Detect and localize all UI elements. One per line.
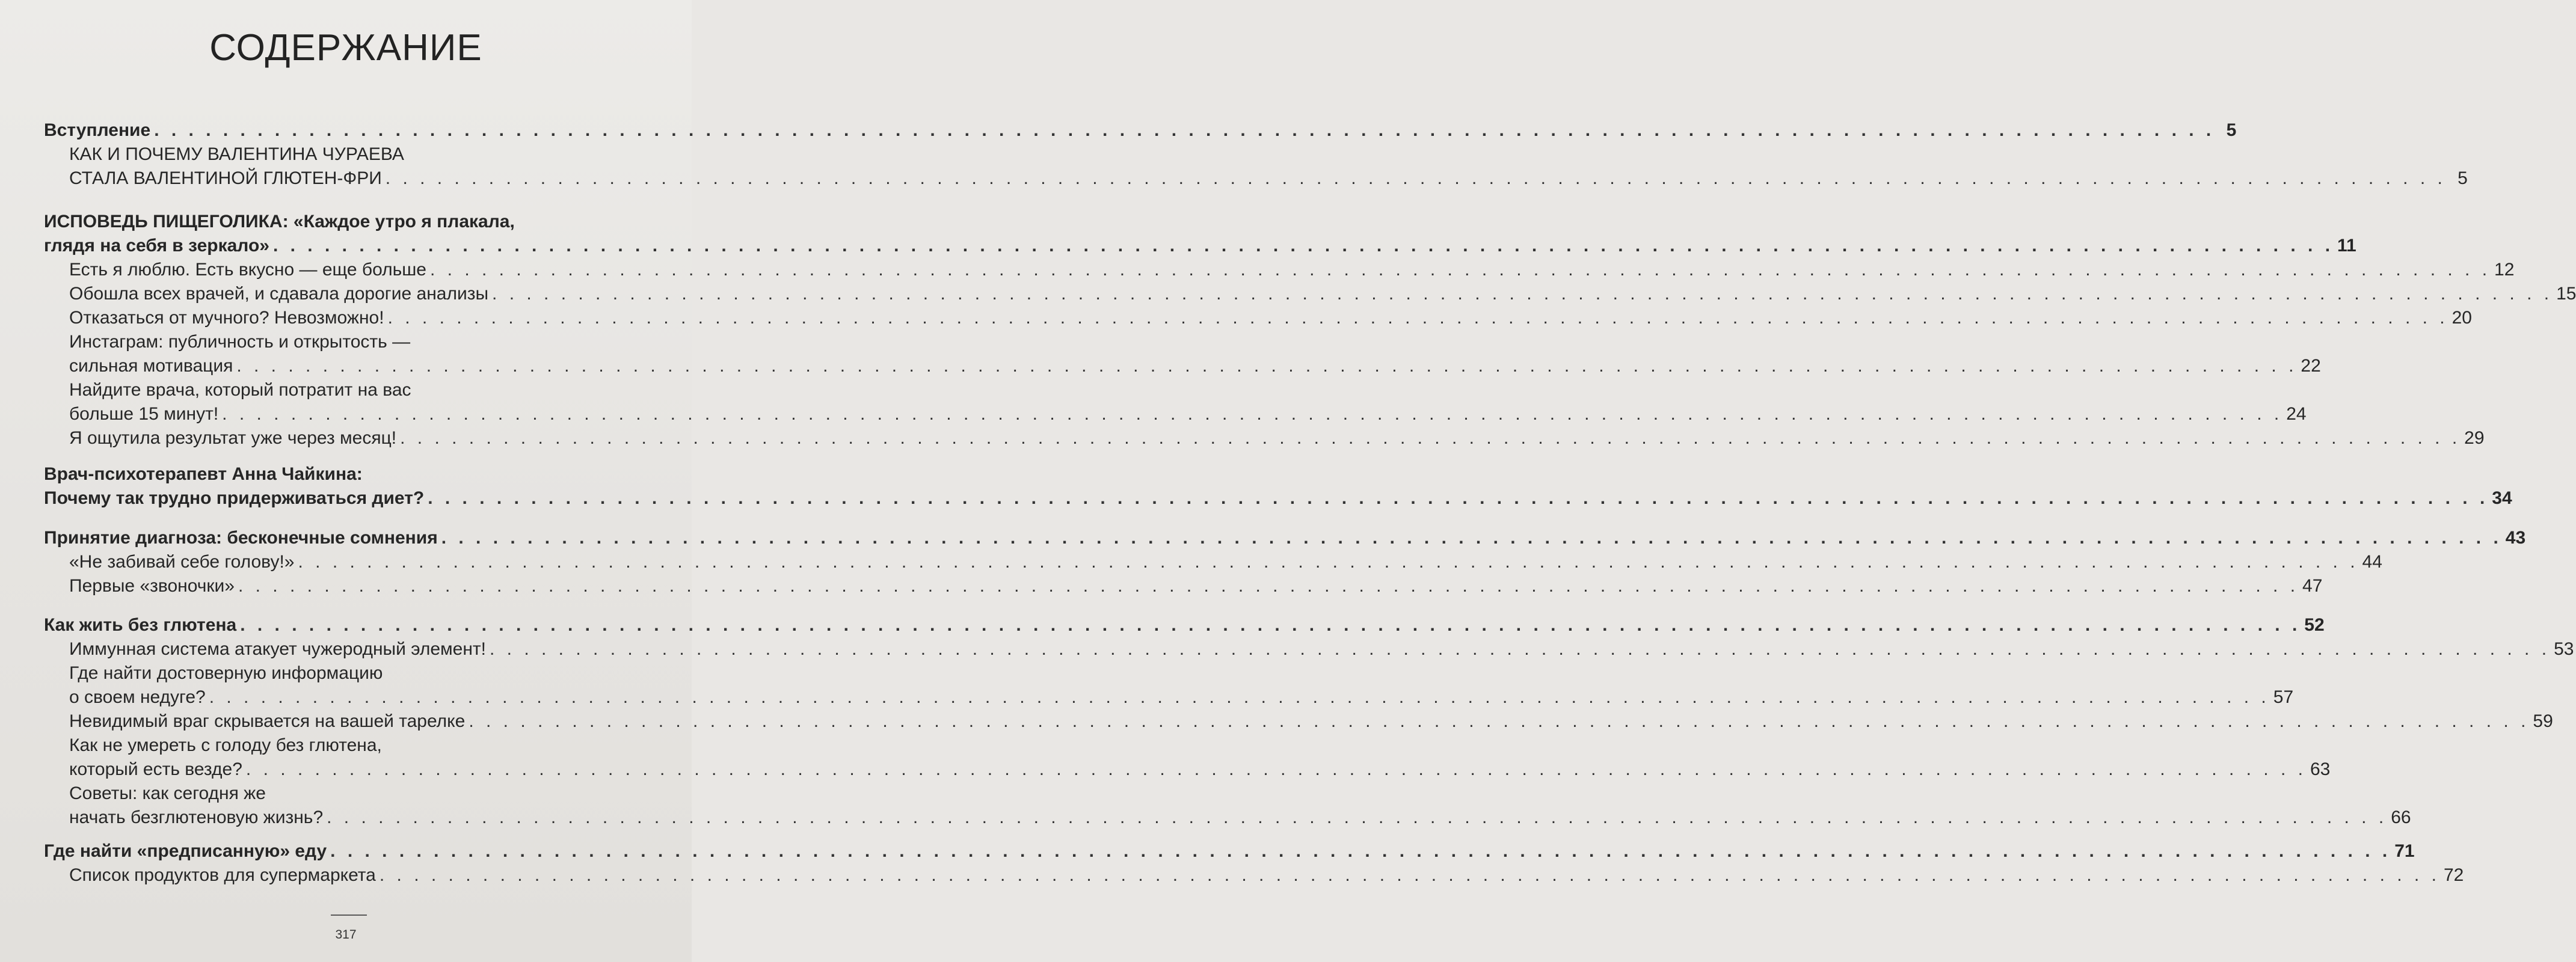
toc-entry-row xyxy=(44,486,2512,510)
page-title: СОДЕРЖАНИЕ xyxy=(209,27,482,69)
dot-leader: . . . . . . . . . . . . . . . . . . . . . . . . . . . . . . . . . . . . . . . . . . . . . . . . . . . . . . . . . . . . . . . . . . . . . . . . . . . . . . . . . . . . . . . . . . . . . . . . . . . . . . . . . . . . . . . . . . . . . . . . xyxy=(379,865,2440,885)
toc-page-number: 20 xyxy=(2452,308,2472,328)
toc-section xyxy=(69,782,2411,830)
toc-section xyxy=(69,734,2331,782)
toc-entry-row xyxy=(69,550,2382,574)
toc-page-number: 11 xyxy=(2337,236,2356,256)
toc-page-number: 15 xyxy=(2556,284,2576,304)
toc-entry-title: Я ощутила результат уже через месяц! xyxy=(69,428,397,448)
toc-entry-title: Отказаться от мучного? Невозможно! xyxy=(69,308,384,328)
toc-entry-row xyxy=(69,574,2323,598)
toc-page-number: 43 xyxy=(2505,528,2526,548)
toc-chapter xyxy=(44,839,2415,863)
toc-chapter xyxy=(44,613,2325,637)
toc-entry-row xyxy=(69,258,2515,282)
toc-section xyxy=(69,282,2576,306)
toc-section xyxy=(69,142,2468,191)
dot-leader: . . . . . . . . . . . . . . . . . . . . . . . . . . . . . . . . . . . . . . . . . . . . . . . . . . . . . . . . . . . . . . . . . . . . . . . . . . . . . . . . . . . . . . . . . . . . . . . . . . . . . . . . . . . . . . . . . . . . . . . . xyxy=(327,807,2388,827)
toc-section xyxy=(69,709,2553,734)
toc-entry-row xyxy=(69,709,2553,734)
toc-entry-row xyxy=(69,637,2574,661)
toc-entry-title: «Не забивай себе голову!» xyxy=(69,552,295,572)
toc-entry-title: Есть я люблю. Есть вкусно — еще больше xyxy=(69,260,426,280)
dot-leader: . . . . . . . . . . . . . . . . . . . . . . . . . . . . . . . . . . . . . . . . . . . . . . . . . . . . . . . . . . . . . . . . . . . . . . . . . . . . . . . . . . . . . . . . . . . . . . . . . . . . . . . . . . . . . . . . . . . . . . . . xyxy=(330,841,2391,861)
toc-entry-title: Обошла всех врачей, и сдавала дорогие анализы xyxy=(69,284,489,304)
dot-leader: . . . . . . . . . . . . . . . . . . . . . . . . . . . . . . . . . . . . . . . . . . . . . . . . . . . . . . . . . . . . . . . . . . . . . . . . . . . . . . . . . . . . . . . . . . . . . . . . . . . . . . . . . . . . . . . . . . . . . . . . xyxy=(240,615,2301,635)
toc-entry-title: о своем недуге? xyxy=(69,687,206,707)
toc-section xyxy=(69,378,2307,426)
toc-section xyxy=(69,637,2574,661)
toc-page-number: 29 xyxy=(2464,428,2485,448)
toc-entry-title-line: Врач-психотерапевт Анна Чайкина: xyxy=(44,464,363,484)
toc-section xyxy=(69,863,2464,887)
toc-entry-title: Вступление xyxy=(44,120,151,140)
toc-section xyxy=(69,661,2294,709)
toc-section xyxy=(69,258,2515,282)
toc-entry-row xyxy=(69,426,2485,450)
dot-leader: . . . . . . . . . . . . . . . . . . . . . . . . . . . . . . . . . . . . . . . . . . . . . . . . . . . . . . . . . . . . . . . . . . . . . . . . . . . . . . . . . . . . . . . . . . . . . . . . . . . . . . . . . . . . . . . . . . . . . . . . xyxy=(387,308,2448,328)
toc-entry-row xyxy=(44,839,2415,863)
toc-section xyxy=(69,306,2472,330)
toc-section xyxy=(69,550,2382,574)
toc-entry-row xyxy=(44,118,2237,142)
dot-leader: . . . . . . . . . . . . . . . . . . . . . . . . . . . . . . . . . . . . . . . . . . . . . . . . . . . . . . . . . . . . . . . . . . . . . . . . . . . . . . . . . . . . . . . . . . . . . . . . . . . . . . . . . . . . . . . . . . . . . . . . xyxy=(238,576,2299,596)
dot-leader: . . . . . . . . . . . . . . . . . . . . . . . . . . . . . . . . . . . . . . . . . . . . . . . . . . . . . . . . . . . . . . . . . . . . . . . . . . . . . . . . . . . . . . . . . . . . . . . . . . . . . . . . . . . . . . . . . . . . . . . . xyxy=(492,284,2553,304)
toc-page-number: 53 xyxy=(2554,639,2574,659)
dot-leader: . . . . . . . . . . . . . . . . . . . . . . . . . . . . . . . . . . . . . . . . . . . . . . . . . . . . . . . . . . . . . . . . . . . . . . . . . . . . . . . . . . . . . . . . . . . . . . . . . . . . . . . . . . . . . . . . . . . . . . . . xyxy=(469,711,2530,731)
dot-leader: . . . . . . . . . . . . . . . . . . . . . . . . . . . . . . . . . . . . . . . . . . . . . . . . . . . . . . . . . . . . . . . . . . . . . . . . . . . . . . . . . . . . . . . . . . . . . . . . . . . . . . . . . . . . . . . . . . . . . . . . xyxy=(209,687,2270,707)
toc-entry-title: Список продуктов для супермаркета xyxy=(69,865,376,885)
toc-entry-title-line: Где найти достоверную информацию xyxy=(69,663,383,683)
toc-entry-title-line: Найдите врача, который потратит на вас xyxy=(69,380,411,400)
toc-entry-title: Иммунная система атакует чужеродный элемент! xyxy=(69,639,486,659)
toc-entry-title: Почему так трудно придерживаться диет? xyxy=(44,488,425,508)
toc-entry-title: Невидимый враг скрывается на вашей тарелке xyxy=(69,711,466,731)
dot-leader: . . . . . . . . . . . . . . . . . . . . . . . . . . . . . . . . . . . . . . . . . . . . . . . . . . . . . . . . . . . . . . . . . . . . . . . . . . . . . . . . . . . . . . . . . . . . . . . . . . . . . . . . . . . . . . . . . . . . . . . . xyxy=(272,236,2334,256)
toc-page-number: 72 xyxy=(2443,865,2464,885)
toc-entry-title: начать безглютеновую жизнь? xyxy=(69,807,324,827)
toc-entry-row xyxy=(44,613,2325,637)
footer-rule xyxy=(331,915,367,916)
toc-section xyxy=(69,574,2323,598)
toc-page-number: 12 xyxy=(2494,260,2515,280)
toc-chapter xyxy=(44,210,2356,258)
toc-page-number: 47 xyxy=(2302,576,2323,596)
dot-leader: . . . . . . . . . . . . . . . . . . . . . . . . . . . . . . . . . . . . . . . . . . . . . . . . . . . . . . . . . . . . . . . . . . . . . . . . . . . . . . . . . . . . . . . . . . . . . . . . . . . . . . . . . . . . . . . . . . . . . . . . xyxy=(490,639,2551,659)
toc-entry-title: Как жить без глютена xyxy=(44,615,237,635)
toc-entry-row xyxy=(69,167,2468,191)
toc-entry-row xyxy=(69,685,2294,709)
toc-entry-title: Где найти «предписанную» еду xyxy=(44,841,327,861)
toc-entry-title-line: ИСПОВЕДЬ ПИЩЕГОЛИКА: «Каждое утро я плакала, xyxy=(44,212,515,231)
toc-entry-row xyxy=(69,402,2307,426)
toc-page-number: 52 xyxy=(2304,615,2325,635)
toc-entry-row xyxy=(69,806,2411,830)
toc-chapter xyxy=(44,118,2237,142)
toc-page-number: 5 xyxy=(2458,168,2468,188)
toc-page-number: 34 xyxy=(2492,488,2512,508)
toc-entry-title: СТАЛА ВАЛЕНТИНОЙ ГЛЮТЕН-ФРИ xyxy=(69,168,382,188)
toc-entry-title: больше 15 минут! xyxy=(69,404,219,424)
toc-page-number: 44 xyxy=(2362,552,2382,572)
toc-entry-row xyxy=(69,758,2331,782)
toc-page-number: 59 xyxy=(2533,711,2553,731)
toc-entry-title-line: Как не умереть с голоду без глютена, xyxy=(69,735,382,755)
toc-entry-title: глядя на себя в зеркало» xyxy=(44,236,269,256)
dot-leader: . . . . . . . . . . . . . . . . . . . . . . . . . . . . . . . . . . . . . . . . . . . . . . . . . . . . . . . . . . . . . . . . . . . . . . . . . . . . . . . . . . . . . . . . . . . . . . . . . . . . . . . . . . . . . . . . . . . . . . . . xyxy=(298,552,2359,572)
dot-leader: . . . . . . . . . . . . . . . . . . . . . . . . . . . . . . . . . . . . . . . . . . . . . . . . . . . . . . . . . . . . . . . . . . . . . . . . . . . . . . . . . . . . . . . . . . . . . . . . . . . . . . . . . . . . . . . . . . . . . . . . xyxy=(154,120,2215,140)
toc-entry-title-line: КАК И ПОЧЕМУ ВАЛЕНТИНА ЧУРАЕВА xyxy=(69,144,404,164)
page-number: 317 xyxy=(335,928,357,942)
toc-page-number: 66 xyxy=(2391,807,2411,827)
toc-page-number: 24 xyxy=(2286,404,2307,424)
toc-chapter xyxy=(44,462,2512,510)
toc-entry-row xyxy=(69,282,2576,306)
dot-leader: . . . . . . . . . . . . . . . . . . . . . . . . . . . . . . . . . . . . . . . . . . . . . . . . . . . . . . . . . . . . . . . . . . . . . . . . . . . . . . . . . . . . . . . . . . . . . . . . . . . . . . . . . . . . . . . . . . . . . . . . xyxy=(429,260,2491,280)
toc-page-number: 22 xyxy=(2301,356,2321,376)
toc-page-number: 71 xyxy=(2394,841,2415,861)
toc-entry-row xyxy=(69,354,2321,378)
dot-leader: . . . . . . . . . . . . . . . . . . . . . . . . . . . . . . . . . . . . . . . . . . . . . . . . . . . . . . . . . . . . . . . . . . . . . . . . . . . . . . . . . . . . . . . . . . . . . . . . . . . . . . . . . . . . . . . . . . . . . . . . xyxy=(222,404,2283,424)
toc-entry-title-line: Инстаграм: публичность и открытость — xyxy=(69,332,411,352)
toc-chapter xyxy=(44,526,2526,550)
toc-entry-title: Первые «звоночки» xyxy=(69,576,235,596)
dot-leader: . . . . . . . . . . . . . . . . . . . . . . . . . . . . . . . . . . . . . . . . . . . . . . . . . . . . . . . . . . . . . . . . . . . . . . . . . . . . . . . . . . . . . . . . . . . . . . . . . . . . . . . . . . . . . . . . . . . . . . . . xyxy=(428,488,2489,508)
toc-entry-row xyxy=(69,306,2472,330)
toc-section xyxy=(69,330,2321,378)
toc-entry-row xyxy=(44,526,2526,550)
dot-leader: . . . . . . . . . . . . . . . . . . . . . . . . . . . . . . . . . . . . . . . . . . . . . . . . . . . . . . . . . . . . . . . . . . . . . . . . . . . . . . . . . . . . . . . . . . . . . . . . . . . . . . . . . . . . . . . . . . . . . . . . xyxy=(385,168,2446,188)
toc-entry-title: который есть везде? xyxy=(69,759,242,779)
dot-leader: . . . . . . . . . . . . . . . . . . . . . . . . . . . . . . . . . . . . . . . . . . . . . . . . . . . . . . . . . . . . . . . . . . . . . . . . . . . . . . . . . . . . . . . . . . . . . . . . . . . . . . . . . . . . . . . . . . . . . . . . xyxy=(400,428,2461,448)
dot-leader: . . . . . . . . . . . . . . . . . . . . . . . . . . . . . . . . . . . . . . . . . . . . . . . . . . . . . . . . . . . . . . . . . . . . . . . . . . . . . . . . . . . . . . . . . . . . . . . . . . . . . . . . . . . . . . . . . . . . . . . . xyxy=(245,759,2307,779)
toc-page-number: 57 xyxy=(2273,687,2294,707)
toc-entry-row xyxy=(69,863,2464,887)
toc-page-number: 63 xyxy=(2310,759,2331,779)
toc-entry-row xyxy=(44,234,2356,258)
toc-entry-title: сильная мотивация xyxy=(69,356,233,376)
dot-leader: . . . . . . . . . . . . . . . . . . . . . . . . . . . . . . . . . . . . . . . . . . . . . . . . . . . . . . . . . . . . . . . . . . . . . . . . . . . . . . . . . . . . . . . . . . . . . . . . . . . . . . . . . . . . . . . . . . . . . . . . xyxy=(236,356,2298,376)
dot-leader: . . . . . . . . . . . . . . . . . . . . . . . . . . . . . . . . . . . . . . . . . . . . . . . . . . . . . . . . . . . . . . . . . . . . . . . . . . . . . . . . . . . . . . . . . . . . . . . . . . . . . . . . . . . . . . . . . . . . . . . . xyxy=(441,528,2502,548)
toc-entry-title-line: Советы: как сегодня же xyxy=(69,783,266,803)
toc-entry-title: Принятие диагноза: бесконечные сомнения xyxy=(44,528,438,548)
toc-page-number: 5 xyxy=(2226,120,2237,140)
toc-section xyxy=(69,426,2485,450)
